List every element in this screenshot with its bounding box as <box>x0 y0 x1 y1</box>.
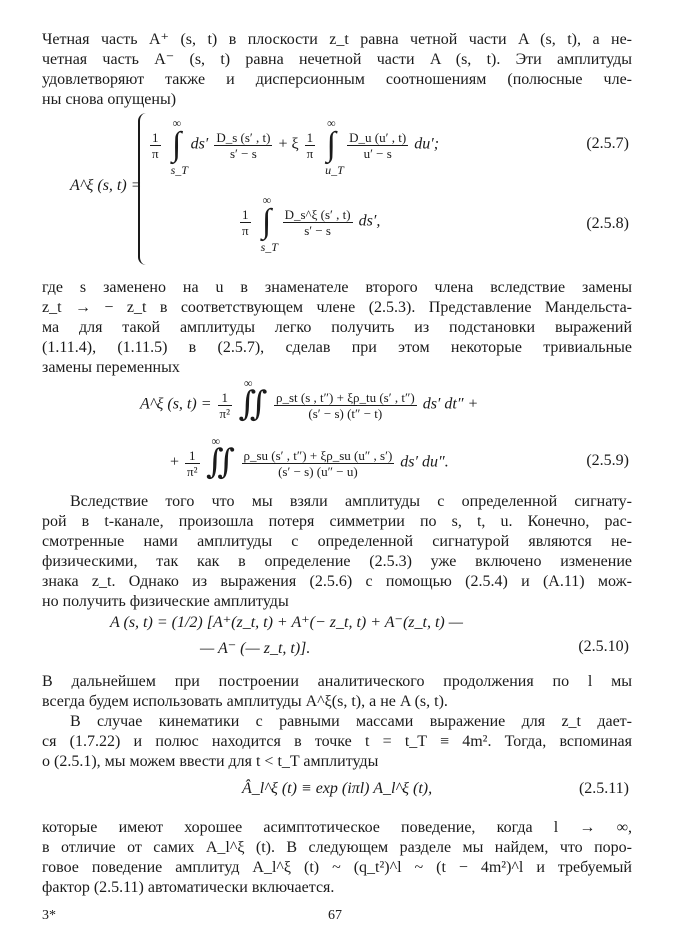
paragraph-5: В случае кинематики с равными массами выражение для z_t дает- ся (1.7.22) и полюс находится в точке t = t_T ≡ 4m². Тогда, вспоминая о (2.5.1), мы можем ввести для t < t_T амплитуды <box>42 713 632 770</box>
equation-2-5-11: Â_l^ξ (t) ≡ exp (iπl) A_l^ξ (t), <box>242 780 433 797</box>
equation-2-5-7: $\frac{1}{\pi}$ ∫ ∞ s_T ds′ $\frac{D\_s (s' , t)}{s' - s}$ + ξ $\frac{1}{\pi}$ ∫ ∞ u_T $\frac{D\_u (u' , t)}{u' - s}$ du′; <box>152 116 440 177</box>
equation-number-2-5-10: (2.5.10) <box>578 638 629 655</box>
paragraph-4: В дальнейшем при построении аналитического продолжения по l мы всегда будем использовать амплитуды A^ξ(s, t), а не A (s, t). <box>42 673 632 710</box>
paragraph-2: где s заменено на u в знаменателе второго члена вследствие замены z_t → − z_t в соответствующем члене (2.5.3). Представление Мандельста- ма для такой амплитуды легко получить из подстановки выражений (1.11.4), (1.11.5) в (2.5.7), сделав при этом некоторые тривиальные замены переменных <box>42 279 632 376</box>
equation-2-5-9-line2: + $\frac{1}{\text{π²}}$ ∬ ∞ $\frac{\rho\_su (s' , t'') + \xi\rho\_su (u'' , s')}{(s' - s) (u'' - u)}$ ds′ du″. <box>170 434 449 481</box>
equation-2-5-8: $\frac{1}{\pi}$ ∫ ∞ s_T $\frac{D\_s\^{}\xi (s' , t)}{s' - s}$ ds′, <box>242 193 381 254</box>
equation-number-2-5-11: (2.5.11) <box>578 780 629 797</box>
signature-mark: 3* <box>42 908 56 923</box>
equation-2-5-10-line2: — A⁻ (— z_t, t)]. <box>200 640 311 657</box>
equation-2-5-10-line1: A (s, t) = (1/2) [A⁺(z_t, t) + A⁺(− z_t, t) + A⁻(z_t, t) — <box>110 614 463 631</box>
equation-2-5-9-line1: A^ξ (s, t) = $\frac{1}{\text{π²}}$ ∬ ∞ $\frac{\rho\_st (s , t'') + \xi\rho\_tu (s' , t'')}{(s' - s) (t'' - t)}$ ds′ dt″ + <box>140 376 479 423</box>
paragraph-6: которые имеют хорошее асимптотическое поведение, когда l → ∞, в отличие от самих A_l^ξ (t). В следующем разделе мы найдем, что порo- говое поведение амплитуд A_l^ξ (t) ~ (q_t²)^l ~ (t − 4m²)^l и требуемый фактор (2.5.11) автоматически включается. <box>42 819 632 896</box>
equation-2-5-7-lhs: A^ξ (s, t) = <box>70 177 142 194</box>
equation-number-2-5-7: (2.5.7) <box>586 135 629 152</box>
equation-number-2-5-9: (2.5.9) <box>586 452 629 469</box>
page-number: 67 <box>328 908 342 923</box>
paragraph-1: Четная часть A⁺ (s, t) в плоскости z_t равна четной части A (s, t), а не- четная часть A⁻ (s, t) равна нечетной части A (s, t). Эти амплитуды удовлетворяют также и дисперсионным соотношениям (полюсные чле- ны снова опущены) <box>42 31 632 108</box>
paragraph-3: Вследствие того что мы взяли амплитуды с определенной сигнату- рой в t-канале, произошла потеря симметрии по s, t, u. Конечно, рас- смотренные нами амплитуды с определенной сигнатурой являются не- физическими, так как в определение (2.5.3) уже включено изменение знака z_t. Однако из выражения (2.5.6) с помощью (2.5.4) и (A.11) мож- но получить физические амплитуды <box>42 493 632 610</box>
equation-number-2-5-8: (2.5.8) <box>586 215 629 232</box>
